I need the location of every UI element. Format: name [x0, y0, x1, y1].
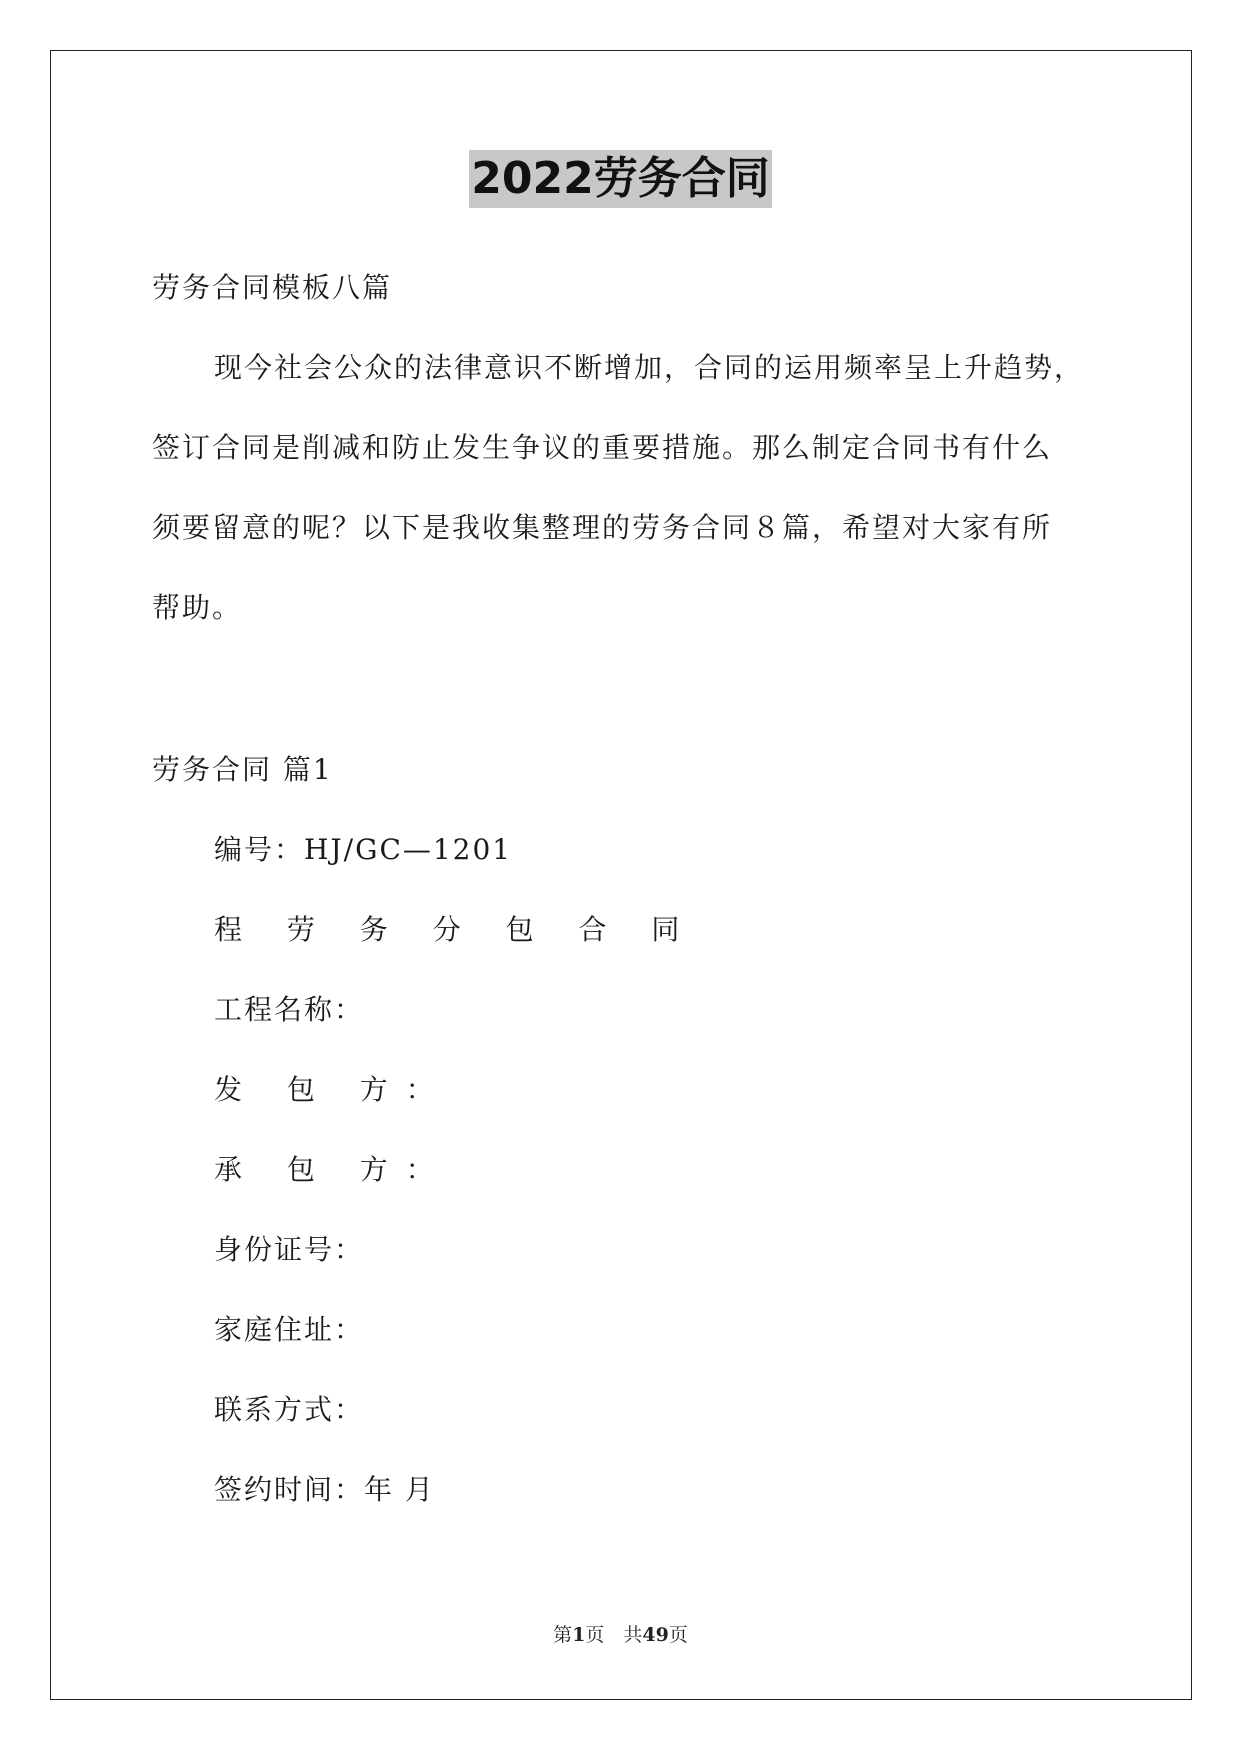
field-contact: 联系方式： [214, 1393, 365, 1426]
intro-line-4: 帮助。 [152, 591, 243, 624]
footer-prefix: 第 [553, 1624, 573, 1646]
field-contract-number: 编号：HJ/GC—1201 [214, 833, 513, 866]
section-heading: 劳务合同 篇1 [152, 753, 333, 786]
subtitle: 劳务合同模板八篇 [152, 271, 393, 304]
field-id-number: 身份证号： [214, 1233, 365, 1266]
field-employer: 发 包 方： [214, 1073, 452, 1106]
page-footer [0, 1622, 1241, 1648]
field-project-name: 工程名称： [214, 993, 365, 1026]
field-contractor: 承 包 方： [214, 1153, 452, 1186]
field-contract-type: 程 劳 务 分 包 合 同 [214, 913, 698, 946]
footer-suffix: 页 [668, 1624, 688, 1646]
intro-line-1: 现今社会公众的法律意识不断增加，合同的运用频率呈上升趋势， [214, 351, 1085, 384]
footer-total-pages: 49 [642, 1624, 669, 1646]
footer-mid: 页 共 [585, 1624, 643, 1646]
field-signing-date: 签约时间：年 月 [214, 1473, 435, 1506]
title-container [0, 150, 1241, 208]
field-home-address: 家庭住址： [214, 1313, 365, 1346]
intro-line-3: 须要留意的呢？以下是我收集整理的劳务合同８篇，希望对大家有所 [152, 511, 1053, 544]
intro-line-2: 签订合同是削减和防止发生争议的重要措施。那么制定合同书有什么 [152, 431, 1053, 464]
footer-current-page: 1 [572, 1624, 586, 1646]
document-title: 2022劳务合同 [469, 150, 771, 208]
